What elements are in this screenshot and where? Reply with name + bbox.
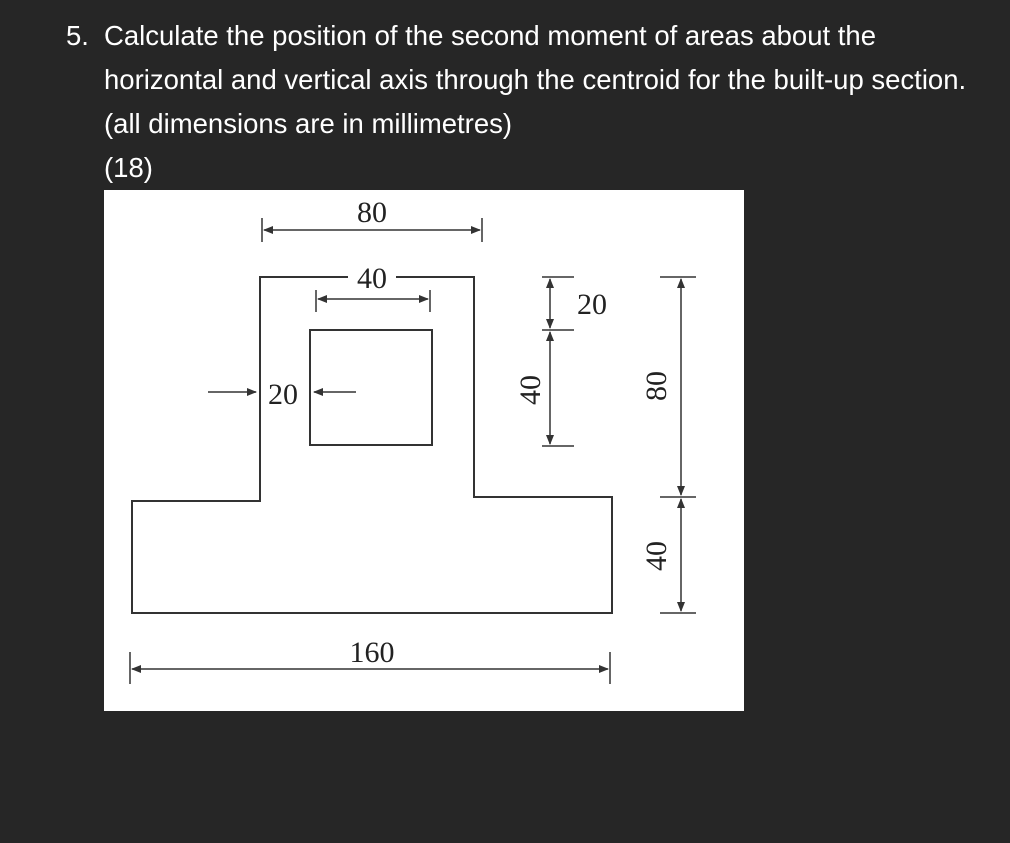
question-number: 5. [66, 20, 89, 51]
section-diagram [104, 190, 744, 711]
section-drawing [104, 190, 744, 711]
question-block [66, 14, 986, 190]
dim-40h-label: 40 [357, 262, 387, 295]
dim-20-label: 20 [268, 378, 298, 411]
dim-160-label: 160 [349, 636, 395, 669]
dim-80-label: 80 [357, 196, 387, 229]
dim-40v-label: 40 [514, 375, 547, 405]
dim-20v-label: 20 [577, 288, 607, 321]
dim-40fv-label: 40 [640, 541, 673, 571]
dim-80v-label: 80 [640, 371, 673, 401]
question-marks: (18) [104, 152, 153, 183]
question-text: Calculate the position of the second moment of areas about the horizontal and vertical axis through the centroid for the built-up section. (all dimensions are in millimetres) [104, 20, 967, 139]
hole-outline [310, 330, 432, 445]
question-body [104, 14, 986, 190]
